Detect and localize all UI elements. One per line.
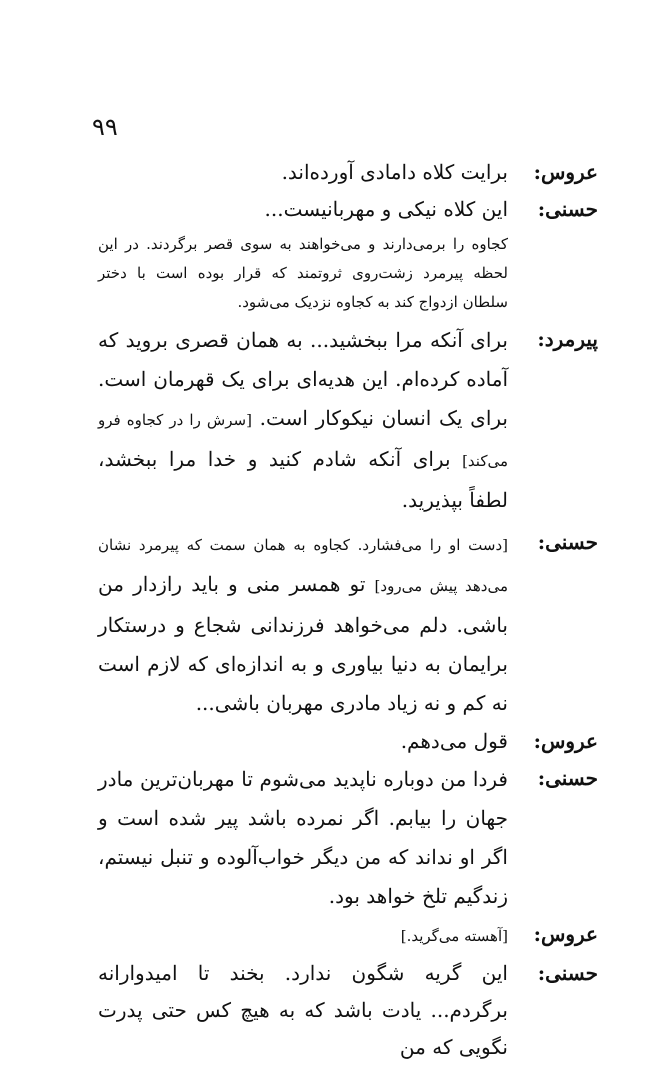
- stage-direction: [98, 916, 508, 955]
- speaker-label: حسنی:: [537, 961, 598, 985]
- dialogue-text: این گریه شگون ندارد. بخند تا امیدوارانه برگردم... یادت باشد که به هیچ کس حتی پدرت نگویی که من: [98, 961, 508, 1059]
- dialogue-text-part: برای آنکه مرا ببخشید... به همان قصری بروید که آماده کرده‌ام. این هدیه‌ای برای یک قهرمان است. برای یک انسان نیکوکار است.: [98, 328, 508, 430]
- dialogue-entry: [98, 321, 598, 520]
- dialogue-entry: [98, 154, 598, 191]
- speaker-label-empty: [508, 230, 598, 317]
- play-text: [98, 154, 598, 1066]
- speaker-label: عروس:: [533, 729, 598, 753]
- dialogue-entry: [98, 916, 598, 955]
- dialogue-text: برایت کلاه دامادی آورده‌اند.: [281, 160, 508, 184]
- speaker-label: حسنی:: [537, 530, 598, 554]
- dialogue-entry: [98, 191, 598, 228]
- speaker-label: عروس:: [533, 160, 598, 184]
- inline-stage-direction: [آهسته می‌گرید.]: [400, 927, 508, 945]
- speaker-label: حسنی:: [537, 766, 598, 790]
- dialogue-entry: [98, 955, 598, 1066]
- stage-direction: کجاوه را برمی‌دارند و می‌خواهند به سوی قصر برگردند. در این لحظه پیرمرد زشت‌روی ثروتمند که قرار بوده است با دختر سلطان ازدواج کند به کجاوه نزدیک می‌شود.: [98, 235, 508, 311]
- page-number: ۹۹: [92, 113, 118, 141]
- inline-stage-direction: [سرش را در کجاوه فرو می‌کند]: [98, 411, 509, 470]
- dialogue-text-part: تو همسر منی و باید رازدار من باشی. دلم می‌خواهد فرزندانی شجاع و درستکار برایمان به دنیا بیاوری و به اندازه‌ای که لازم است نه کم و نه زیاد مادری مهربان باشی...: [98, 572, 508, 715]
- dialogue-text: [98, 321, 508, 520]
- speaker-label: پیرمرد:: [537, 327, 598, 351]
- dialogue-entry: [98, 723, 598, 760]
- dialogue-entry: [98, 524, 598, 723]
- dialogue-text: فردا من دوباره ناپدید می‌شوم تا مهربان‌ترین مادر جهان را بیابم. اگر نمرده باشد پیر شده است و اگر او نداند که من دیگر خواب‌آلوده و تنبل نیستم، زندگیم تلخ خواهد بود.: [98, 767, 508, 908]
- inline-stage-direction: [دست او را می‌فشارد. کجاوه به همان سمت که پیرمرد نشان می‌دهد پیش می‌رود]: [98, 536, 509, 595]
- stage-direction-entry: [98, 230, 598, 317]
- dialogue-text: قول می‌دهم.: [400, 729, 508, 753]
- speaker-label: عروس:: [533, 922, 598, 946]
- dialogue-entry: [98, 760, 598, 916]
- dialogue-text: این کلاه نیکی و مهربانیست...: [264, 197, 508, 221]
- speaker-label: حسنی:: [537, 197, 598, 221]
- dialogue-text-part: برای آنکه شادم کنید و خدا مرا ببخشد، لطفاً بپذیرید.: [98, 447, 508, 512]
- dialogue-text: [98, 524, 508, 723]
